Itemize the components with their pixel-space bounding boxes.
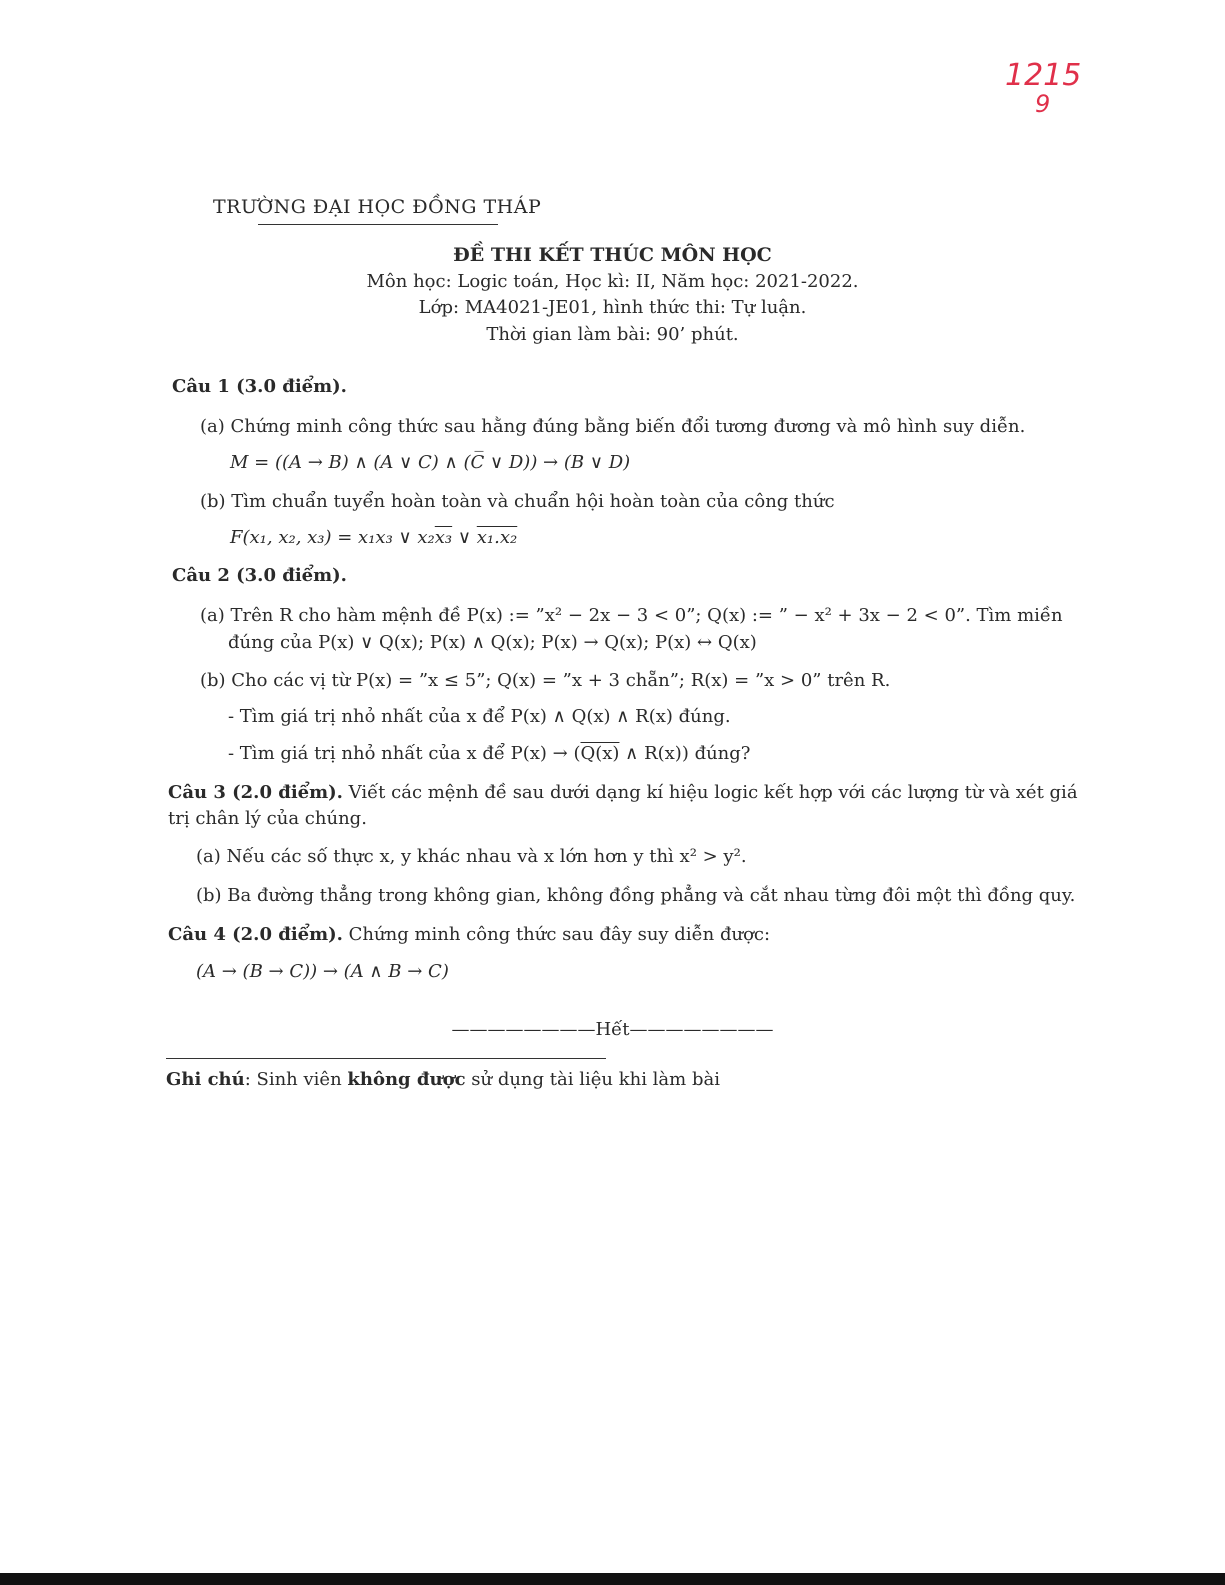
end-marker: ————————Hết———————— bbox=[451, 1019, 774, 1040]
question-1-heading: Câu 1 (3.0 điểm). bbox=[172, 376, 347, 397]
class-info: Lớp: MA4021-JE01, hình thức thi: Tự luận. bbox=[418, 297, 807, 318]
question-4-intro: Câu 4 (2.0 điểm). Chứng minh công thức sau đây suy diễn được: bbox=[168, 924, 771, 945]
handwritten-annotation: 1215 bbox=[1005, 58, 1082, 93]
question-2a-line2: đúng của P(x) ∨ Q(x); P(x) ∧ Q(x); P(x) → Q(x); P(x) ↔ Q(x) bbox=[228, 632, 757, 653]
question-1a: (a) Chứng minh công thức sau hằng đúng bằng biến đổi tương đương và mô hình suy diễn. bbox=[200, 416, 1026, 437]
question-1a-formula: M = ((A → B) ∧ (A ∨ C) ∧ (C̅ ∨ D)) → (B ∨ D) bbox=[230, 452, 631, 473]
question-2b: (b) Cho các vị từ P(x) = ”x ≤ 5”; Q(x) = ”x + 3 chẵn”; R(x) = ”x > 0” trên R. bbox=[200, 670, 891, 691]
course-info: Môn học: Logic toán, Học kì: II, Năm học: 2021-2022. bbox=[366, 271, 859, 292]
question-2a-line1: (a) Trên R cho hàm mệnh đề P(x) := ”x² − 2x − 3 < 0”; Q(x) := ” − x² + 3x − 2 < 0”. Tìm miền bbox=[200, 605, 1063, 626]
footer-note: Ghi chú: Sinh viên không được sử dụng tài liệu khi làm bài bbox=[166, 1069, 720, 1090]
question-3-intro: Câu 3 (2.0 điểm). Viết các mệnh đề sau dưới dạng kí hiệu logic kết hợp với các lượng từ và xét giá bbox=[168, 782, 1078, 803]
exam-title: ĐỀ THI KẾT THÚC MÔN HỌC bbox=[453, 244, 772, 266]
question-4-formula: (A → (B → C)) → (A ∧ B → C) bbox=[196, 961, 449, 982]
question-2-heading: Câu 2 (3.0 điểm). bbox=[172, 565, 347, 586]
school-underline bbox=[258, 224, 498, 225]
question-3a: (a) Nếu các số thực x, y khác nhau và x lớn hơn y thì x² > y². bbox=[196, 846, 747, 867]
handwritten-annotation-2: 9 bbox=[1035, 90, 1051, 118]
time-info: Thời gian làm bài: 90’ phút. bbox=[486, 324, 739, 345]
question-1b-formula: F(x₁, x₂, x₃) = x₁x₃ ∨ x₂x₃ ∨ x₁.x₂ bbox=[230, 527, 518, 548]
question-1b: (b) Tìm chuẩn tuyển hoàn toàn và chuẩn hội hoàn toàn của công thức bbox=[200, 491, 835, 512]
question-2b-item2: - Tìm giá trị nhỏ nhất của x để P(x) → (Q(x) ∧ R(x)) đúng? bbox=[228, 743, 751, 764]
question-3-intro-cont: trị chân lý của chúng. bbox=[168, 808, 367, 829]
question-2b-item1: - Tìm giá trị nhỏ nhất của x để P(x) ∧ Q(x) ∧ R(x) đúng. bbox=[228, 706, 731, 727]
scan-edge bbox=[0, 1573, 1225, 1585]
question-3b: (b) Ba đường thẳng trong không gian, không đồng phẳng và cắt nhau từng đôi một thì đồng quy. bbox=[196, 885, 1076, 906]
school-name: TRƯỜNG ĐẠI HỌC ĐỒNG THÁP bbox=[213, 196, 542, 218]
footer-rule bbox=[166, 1058, 606, 1059]
